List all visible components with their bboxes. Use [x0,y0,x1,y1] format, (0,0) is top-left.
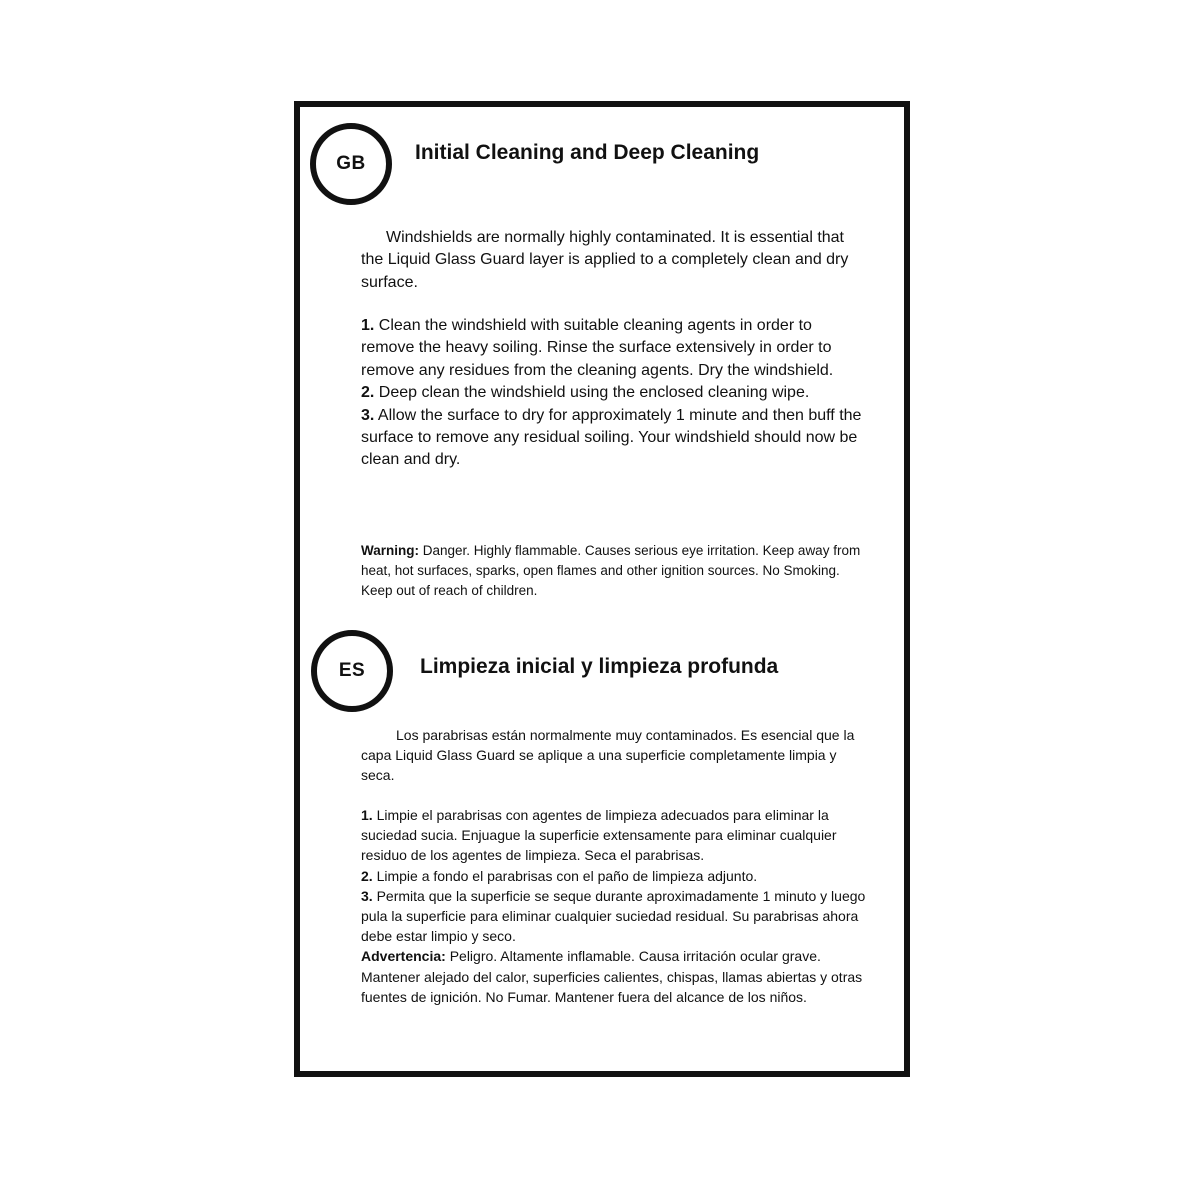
step-text: Deep clean the windshield using the enclosed cleaning wipe. [374,384,810,402]
step-text: Permita que la superficie se seque durante aproximadamente 1 minuto y luego pula la superficie para eliminar cualquier suciedad residual. Su parabrisas ahora debe estar limpio y seco. [361,887,866,945]
warning-text: Danger. Highly flammable. Causes serious eye irritation. Keep away from heat, hot surfaces, sparks, open flames and other ignition sources. No Smoking. Keep out of reach of children. [361,543,861,598]
step-text: Limpie a fondo el parabrisas con el paño de limpieza adjunto. [372,867,758,884]
step-text: Clean the windshield with suitable cleaning agents in order to remove the heavy soiling. Rinse the surface extensively in order to remove any residues from the cleaning agents. Dry the windshield. [361,317,834,379]
step-item [361,866,866,886]
step-item [361,886,866,947]
step-item [361,805,866,866]
step-text: Allow the surface to dry for approximately 1 minute and then buff the surface to remove any residual soiling. Your windshield should now be clean and dry. [361,406,862,469]
steps-list-gb [361,315,866,472]
step-number: 2. [361,384,375,402]
warning-paragraph-es [361,946,866,1007]
intro-paragraph-es: Los parabrisas están normalmente muy contaminados. Es esencial que la capa Liquid Glass Guard se aplique a una superficie completamente limpia y seca. [361,727,855,784]
warning-label: Advertencia: [361,948,446,965]
step-text: Limpie el parabrisas con agentes de limpieza adecuados para eliminar la suciedad sucia. Enjuague la superficie extensamente para eliminar cualquier residuo de los agentes de limpieza. Seca el parabrisas. [361,807,837,864]
section-title-es: Limpieza inicial y limpieza profunda [420,655,779,678]
language-badge-gb: GB [310,123,392,205]
step-item [361,315,866,382]
step-number: 3. [361,887,373,904]
step-number: 1. [361,807,373,823]
warning-paragraph-gb [361,541,866,601]
step-item [361,405,866,472]
instruction-card [294,101,910,1077]
warning-text: Peligro. Altamente inflamable. Causa irritación ocular grave. Mantener alejado del calor, superficies calientes, chispas, llamas abiertas y otras fuentes de ignición. No Fumar. Mantener fuera del alcance de los niños. [361,948,863,1005]
step-number: 1. [361,317,375,334]
step-number: 2. [361,867,373,884]
step-item [361,382,866,404]
step-number: 3. [361,406,375,424]
section-title-gb: Initial Cleaning and Deep Cleaning [415,141,760,164]
intro-paragraph-gb: Windshields are normally highly contaminated. It is essential that the Liquid Glass Guard layer is applied to a completely clean and dry surface. [361,229,849,291]
steps-list-es [361,805,866,1007]
warning-label: Warning: [361,543,419,558]
language-badge-es: ES [311,630,393,712]
